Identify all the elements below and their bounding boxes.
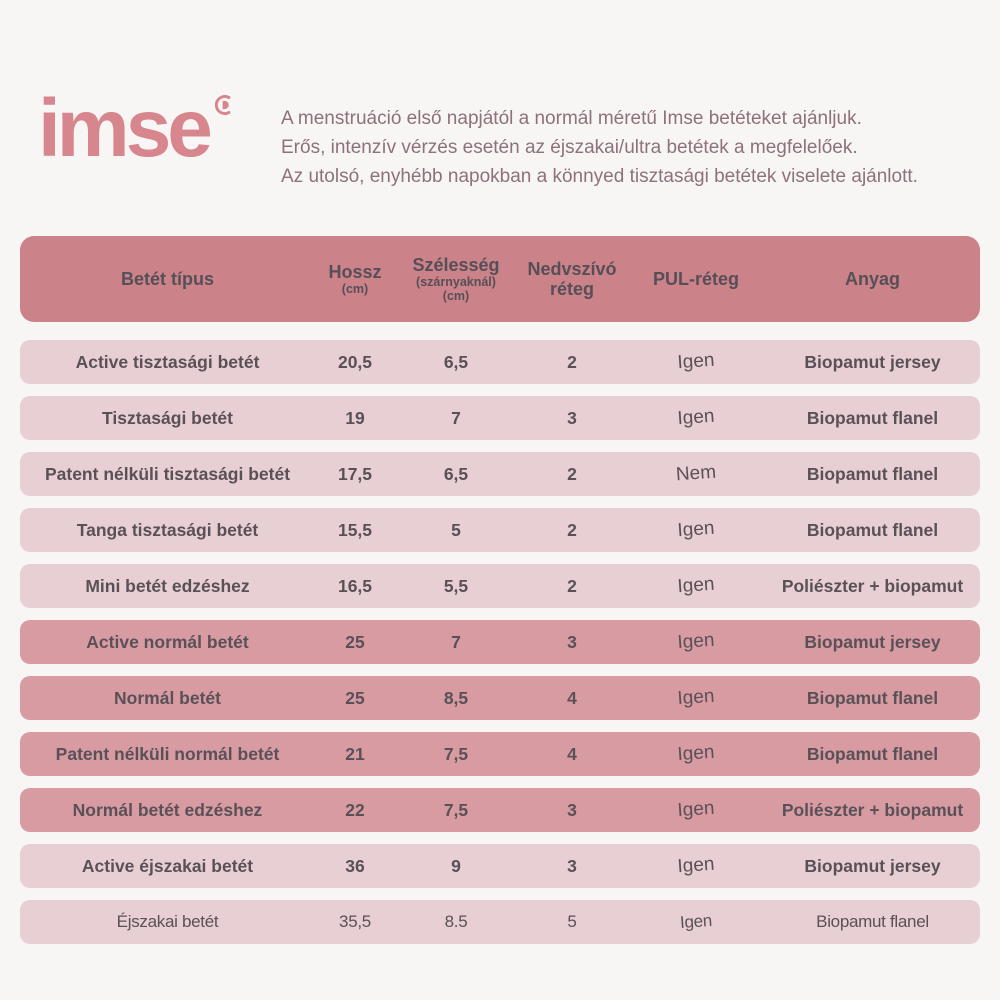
table-header-row	[20, 236, 980, 322]
cell-anyag: Biopamut flanel	[806, 519, 939, 540]
cell-anyag: Biopamut flanel	[806, 463, 939, 484]
cell-betet-tipus: Active tisztasági betét	[75, 351, 260, 372]
cell-nedvszivo-reteg: 2	[567, 519, 577, 540]
column-header-hossz: Hossz (cm)	[328, 262, 382, 296]
cell-nedvszivo-reteg: 5	[567, 912, 577, 931]
cell-anyag: Biopamut flanel	[806, 687, 939, 708]
cell-hossz: 25	[345, 687, 365, 708]
cell-szelesseg: 8.5	[444, 912, 468, 931]
cell-pul-reteg: Igen	[676, 405, 716, 430]
cell-anyag: Biopamut jersey	[804, 631, 941, 652]
cell-hossz: 35,5	[339, 912, 371, 931]
cell-pul-reteg: Nem	[675, 461, 717, 486]
brand-logo-text: imse	[38, 83, 209, 174]
table-body	[20, 340, 980, 944]
cell-pul-reteg: Igen	[676, 741, 716, 766]
cell-hossz: 19	[345, 407, 365, 428]
table-row	[20, 564, 980, 608]
table-row	[20, 900, 980, 944]
cell-nedvszivo-reteg: 2	[567, 463, 577, 484]
table-row	[20, 676, 980, 720]
cell-hossz: 25	[345, 631, 365, 652]
cell-pul-reteg: Igen	[676, 573, 716, 598]
cell-nedvszivo-reteg: 3	[567, 799, 577, 820]
cell-hossz: 17,5	[337, 463, 373, 484]
cell-pul-reteg: Igen	[679, 910, 713, 933]
cell-szelesseg: 6,5	[443, 463, 469, 484]
cell-szelesseg: 8,5	[443, 687, 469, 708]
cell-nedvszivo-reteg: 3	[567, 407, 577, 428]
cell-nedvszivo-reteg: 3	[567, 631, 577, 652]
cell-anyag: Biopamut flanel	[806, 743, 939, 764]
intro-line-1: A menstruáció első napjától a normál méretű Imse betéteket ajánljuk.	[281, 108, 862, 129]
column-header-szelesseg: Szélesség (szárnyaknál) (cm)	[412, 255, 500, 303]
cell-pul-reteg: Igen	[676, 517, 716, 542]
cell-betet-tipus: Mini betét edzéshez	[85, 575, 250, 596]
cell-szelesseg: 7	[451, 631, 461, 652]
cell-anyag: Biopamut flanel	[806, 407, 939, 428]
cell-anyag: Poliészter + biopamut	[781, 799, 964, 820]
table-row	[20, 732, 980, 776]
cell-szelesseg: 7,5	[443, 799, 469, 820]
cell-szelesseg: 5,5	[443, 575, 469, 596]
cell-betet-tipus: Éjszakai betét	[116, 912, 219, 931]
cell-hossz: 21	[345, 743, 365, 764]
cell-szelesseg: 5	[451, 519, 461, 540]
table-row	[20, 340, 980, 384]
cell-pul-reteg: Igen	[676, 797, 716, 822]
cell-betet-tipus: Patent nélküli tisztasági betét	[44, 463, 291, 484]
cell-pul-reteg: Igen	[676, 685, 716, 710]
cell-nedvszivo-reteg: 3	[567, 855, 577, 876]
product-table	[20, 236, 980, 956]
cell-betet-tipus: Patent nélküli normál betét	[55, 743, 280, 764]
cell-szelesseg: 7	[451, 407, 461, 428]
column-header-betet-tipus: Betét típus	[120, 269, 214, 289]
cell-szelesseg: 9	[451, 855, 461, 876]
table-row	[20, 844, 980, 888]
cell-betet-tipus: Tanga tisztasági betét	[76, 519, 259, 540]
cell-betet-tipus: Normál betét edzéshez	[72, 799, 263, 820]
cell-anyag: Poliészter + biopamut	[781, 575, 964, 596]
cell-pul-reteg: Igen	[676, 853, 716, 878]
cell-betet-tipus: Active éjszakai betét	[81, 855, 254, 876]
cell-pul-reteg: Igen	[676, 349, 716, 374]
table-row	[20, 452, 980, 496]
cell-hossz: 36	[345, 855, 365, 876]
cell-betet-tipus: Tisztasági betét	[102, 407, 233, 428]
cell-nedvszivo-reteg: 4	[567, 687, 577, 708]
cell-anyag: Biopamut flanel	[816, 912, 929, 931]
cell-pul-reteg: Igen	[676, 629, 716, 654]
cell-anyag: Biopamut jersey	[804, 351, 941, 372]
cell-szelesseg: 7,5	[443, 743, 469, 764]
table-row	[20, 788, 980, 832]
table-row	[20, 620, 980, 664]
cell-hossz: 20,5	[337, 351, 373, 372]
cell-szelesseg: 6,5	[443, 351, 469, 372]
table-row	[20, 508, 980, 552]
cell-hossz: 22	[345, 799, 365, 820]
cell-hossz: 15,5	[337, 519, 373, 540]
cell-nedvszivo-reteg: 2	[567, 351, 577, 372]
intro-line-2: Erős, intenzív vérzés esetén az éjszakai/ultra betétek a megfelelőek.	[281, 137, 858, 158]
table-row	[20, 396, 980, 440]
cell-betet-tipus: Normál betét	[114, 687, 221, 708]
column-header-pul-reteg: PUL-réteg	[652, 269, 739, 289]
column-header-anyag: Anyag	[844, 269, 900, 289]
cell-nedvszivo-reteg: 4	[567, 743, 577, 764]
column-header-nedvszivo-reteg: Nedvszívó réteg	[527, 259, 617, 299]
cell-hossz: 16,5	[337, 575, 373, 596]
cell-anyag: Biopamut jersey	[804, 855, 941, 876]
intro-paragraph	[281, 104, 981, 191]
cell-nedvszivo-reteg: 2	[567, 575, 577, 596]
intro-line-3: Az utolsó, enyhébb napokban a könnyed tisztasági betétek viselete ajánlott.	[281, 166, 918, 187]
brand-logo	[38, 83, 235, 174]
cell-betet-tipus: Active normál betét	[86, 631, 249, 652]
registered-mark-icon	[213, 94, 235, 116]
